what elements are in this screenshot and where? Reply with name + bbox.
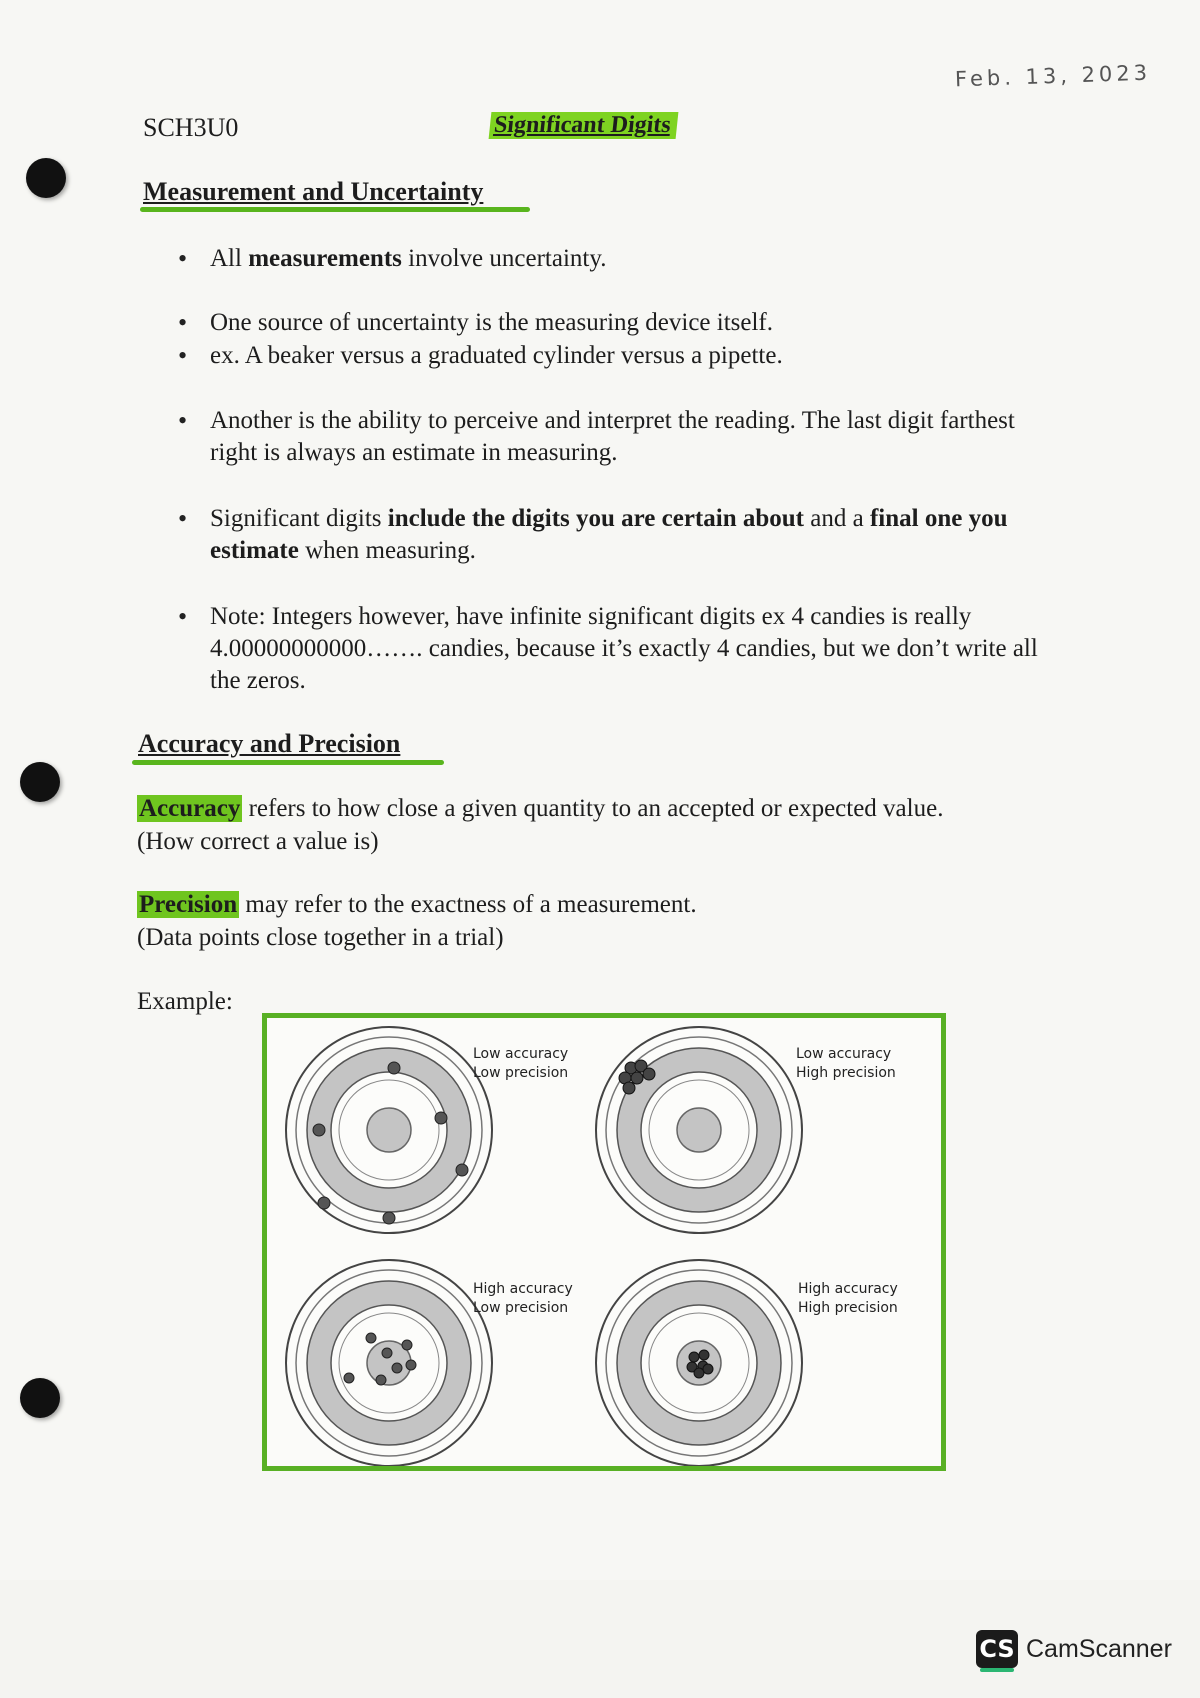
page-title: Significant Digits: [489, 112, 679, 139]
bullet-device-source: • One source of uncertainty is the measuring device itself.: [210, 307, 1060, 339]
accuracy-precision-diagram: [262, 1013, 946, 1471]
target-high-accuracy-high-precision: [596, 1260, 802, 1466]
target-label-2: Low accuracy High precision: [796, 1046, 896, 1081]
example-label: Example:: [137, 988, 233, 1015]
camscanner-watermark: [976, 1630, 1172, 1668]
course-code: SCH3U0: [143, 113, 239, 142]
precision-definition: Precision may refer to the exactness of a measurement.: [139, 891, 697, 918]
section-heading-measurement: Measurement and Uncertainty: [143, 177, 484, 206]
target-label-3: High accuracy Low precision: [473, 1281, 573, 1316]
bullet-perception: • Another is the ability to perceive and interpret the reading. The last digit farthest right is always an estimate in measuring.: [210, 405, 1060, 469]
heading-highlight-underline: [140, 207, 530, 212]
bullet-measurements: • All measurements involve uncertainty.: [210, 243, 1060, 275]
bullet-integers-note: • Note: Integers however, have infinite significant digits ex 4 candies is really 4.00000000000……. candies, because it’s exactly 4 candies, but we don’t write all the zeros.: [210, 601, 1060, 697]
precision-note: (Data points close together in a trial): [137, 924, 504, 951]
target-label-1: Low accuracy Low precision: [473, 1046, 569, 1081]
punch-hole-top: [26, 158, 66, 198]
heading-highlight-underline: [132, 760, 444, 765]
bullet-significant-digits: • Significant digits include the digits you are certain about and a final one you estimate when measuring.: [210, 503, 1060, 567]
section-heading-accuracy-precision: Accuracy and Precision: [138, 729, 401, 758]
camscanner-brand: CamScanner: [1026, 1634, 1172, 1663]
precision-term: Precision: [139, 891, 238, 918]
accuracy-term: Accuracy: [139, 795, 241, 822]
bullet-example-devices: • ex. A beaker versus a graduated cylinder versus a pipette.: [210, 340, 1060, 372]
target-label-4: High accuracy High precision: [798, 1281, 898, 1316]
target-low-accuracy-high-precision: [596, 1027, 802, 1233]
accuracy-definition: Accuracy refers to how close a given quantity to an accepted or expected value.: [139, 795, 944, 822]
target-high-accuracy-low-precision: [286, 1260, 492, 1466]
targets-figure: [267, 1018, 941, 1466]
camscanner-logo-icon: CS: [976, 1630, 1018, 1668]
handwritten-date: Feb. 13, 2023: [954, 60, 1152, 92]
punch-hole-middle: [20, 762, 60, 802]
accuracy-note: (How correct a value is): [137, 828, 379, 855]
punch-hole-bottom: [20, 1378, 60, 1418]
target-low-accuracy-low-precision: [286, 1027, 492, 1233]
